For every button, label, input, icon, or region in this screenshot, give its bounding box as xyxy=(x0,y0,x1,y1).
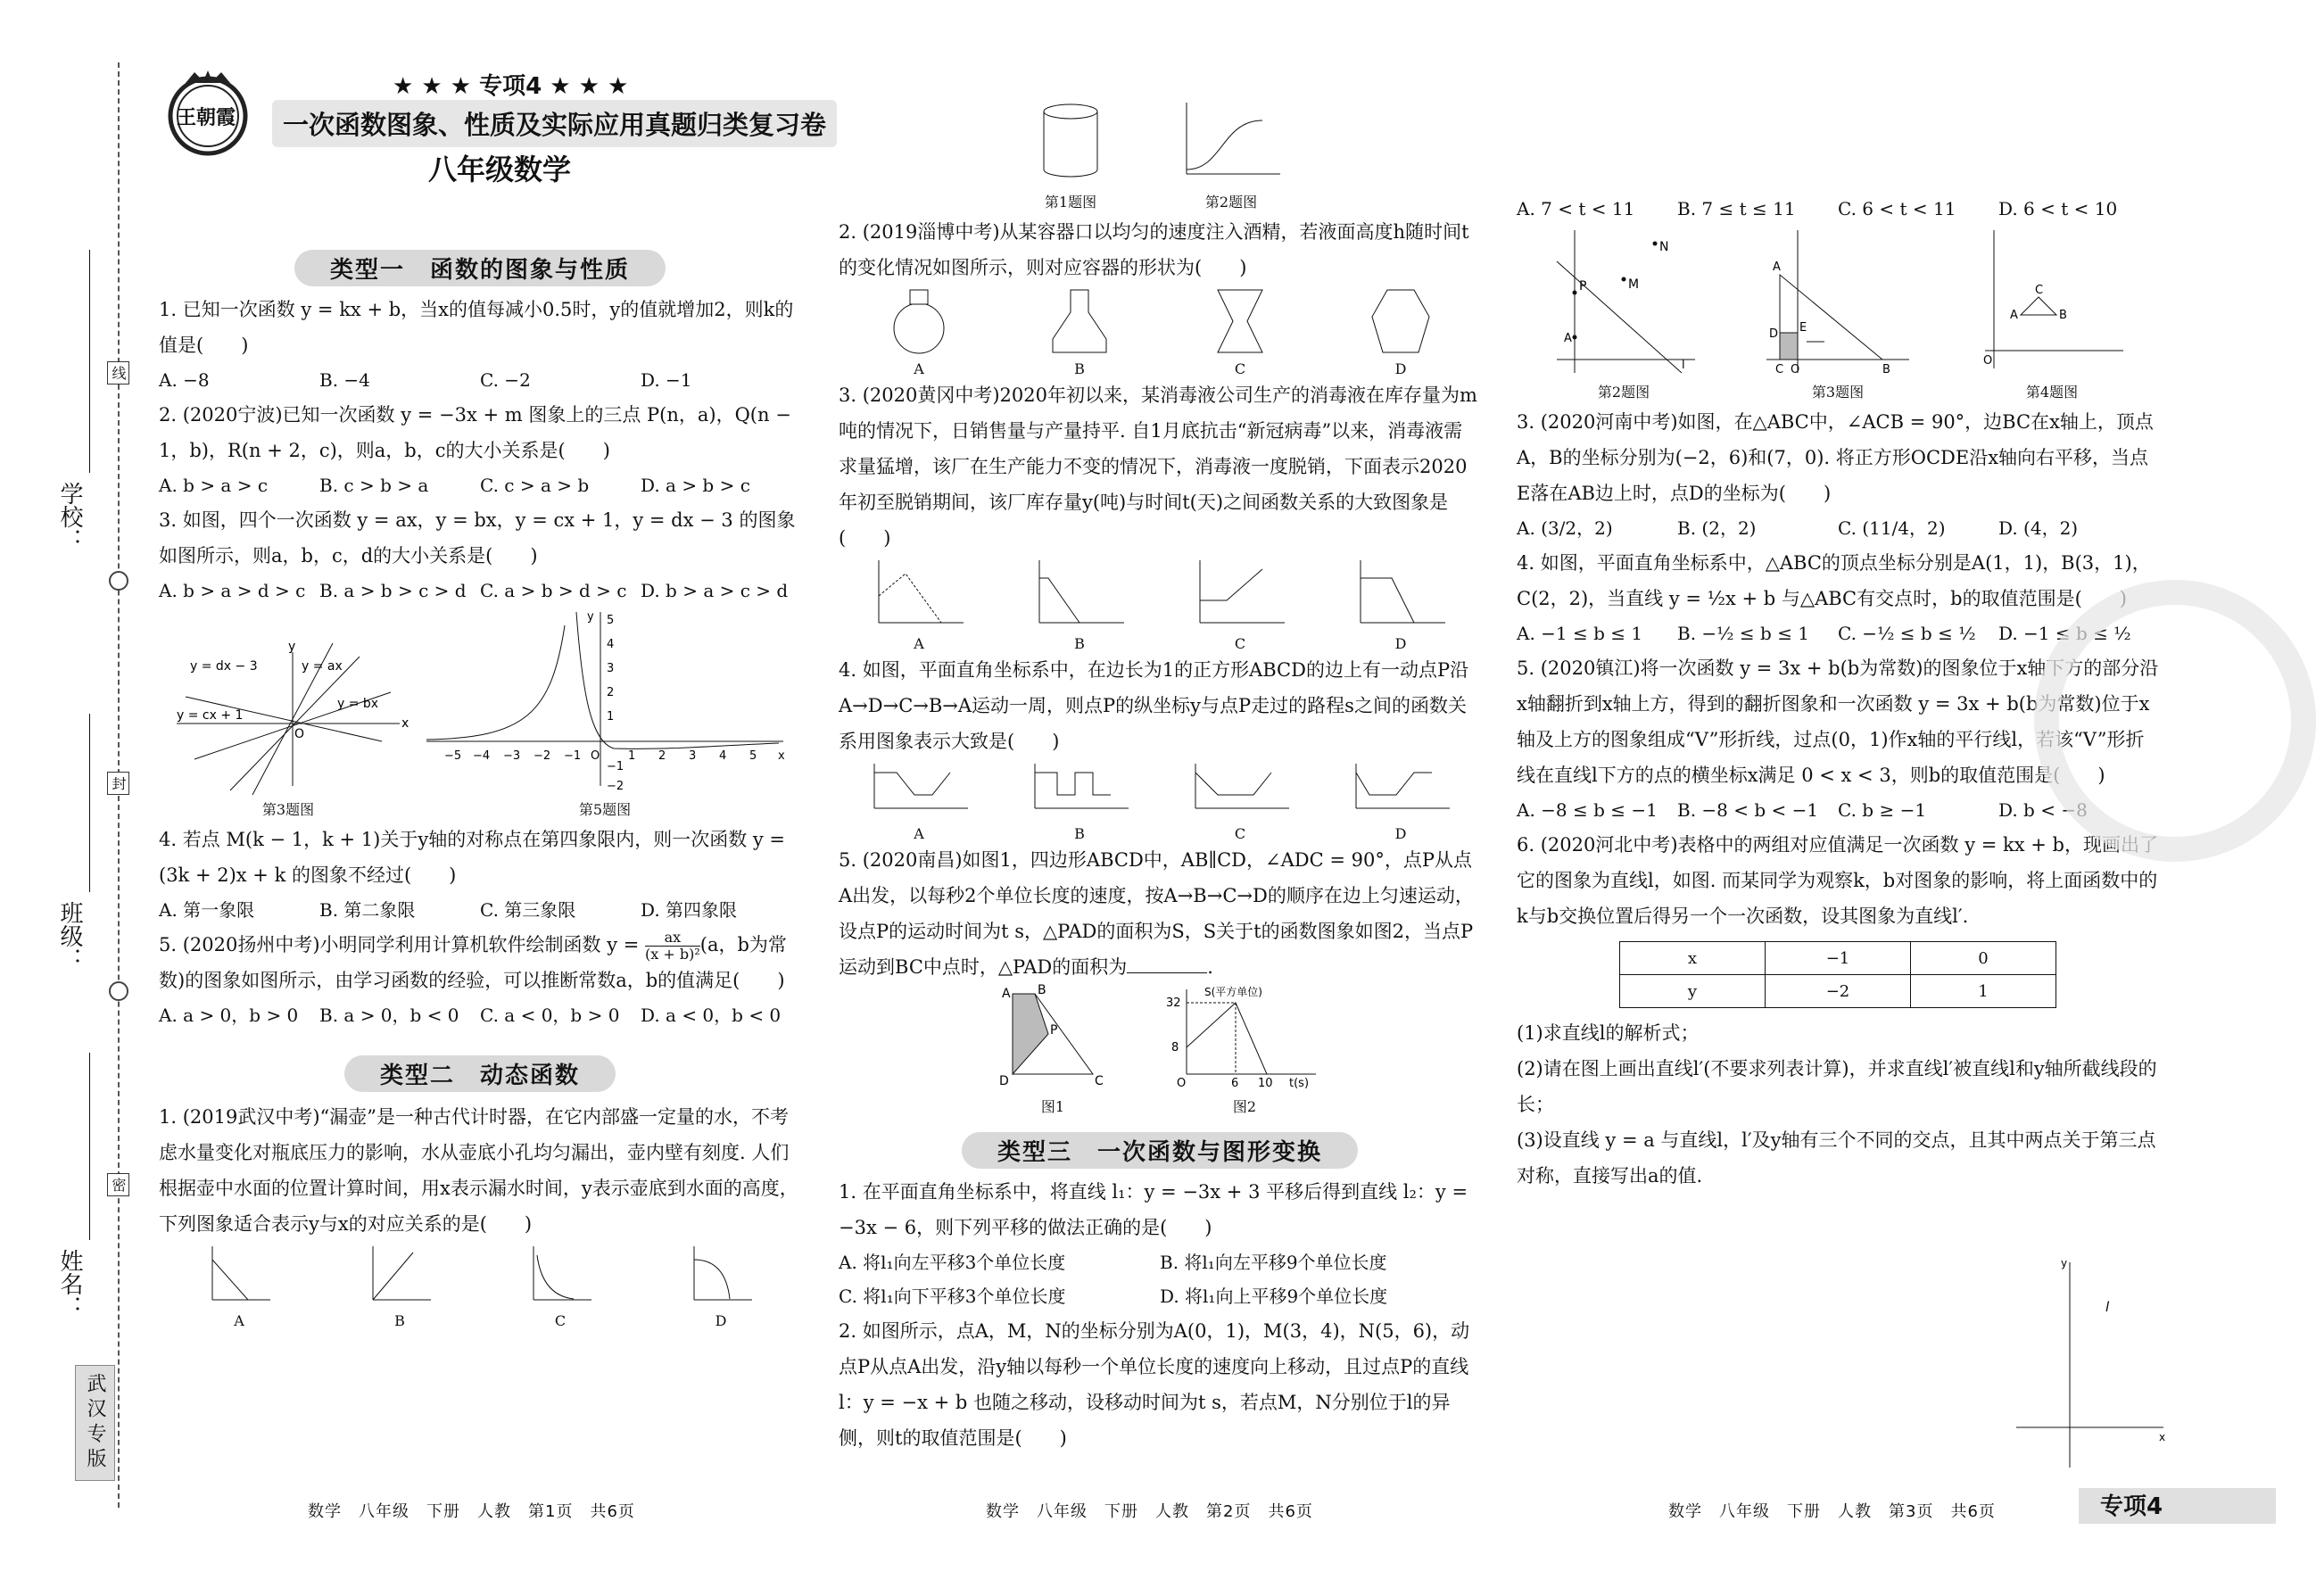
options xyxy=(159,998,801,1032)
option[interactable]: D. 第四象限 xyxy=(641,899,738,921)
svg-text:B: B xyxy=(1882,363,1890,376)
svg-text:P: P xyxy=(1579,279,1587,294)
section-1-title: 类型一 函数的图象与性质 xyxy=(294,250,666,286)
option[interactable]: C. 将l₁向下平移3个单位长度 xyxy=(839,1286,1066,1307)
fig3-label: y = ax xyxy=(302,659,343,674)
option[interactable]: C. −2 xyxy=(480,369,531,391)
svg-text:32: 32 xyxy=(1166,996,1181,1010)
seal-mark-1: 线 xyxy=(107,361,129,385)
svg-text:D: D xyxy=(1769,327,1779,341)
figures-row xyxy=(159,608,801,822)
option[interactable]: B. c > b > a xyxy=(319,475,429,496)
fig5-tick: −4 xyxy=(473,749,491,763)
figures-row xyxy=(1517,226,2159,404)
fig5-tick: 3 xyxy=(689,749,697,763)
question: 5. (2020南昌)如图1，四边形ABCD中，AB∥CD，∠ADC = 90°，点P从点A出发，以每秒2个单位长度的速度，按A→B→C→D的顺序在边上匀速运动，设点P的运动时间为t s，△PAD的面积为S，S关于t的函数图象如图2，当点P运动到BC中点时，△PAD的面积为 . xyxy=(839,849,1474,978)
container-option[interactable]: B xyxy=(1044,285,1115,377)
small-triangle-graph xyxy=(1976,226,2128,377)
svg-text:10: 10 xyxy=(1258,1077,1273,1090)
graph-option[interactable]: D xyxy=(685,1242,757,1329)
option[interactable]: C. (11/4，2) xyxy=(1838,517,1946,539)
option[interactable]: A. −8 xyxy=(159,369,210,391)
question-part: (1)求直线l的解析式； xyxy=(1517,1022,1700,1044)
height-figure xyxy=(1178,98,1285,214)
fig5-caption: 第5题图 xyxy=(578,801,632,818)
question: 4. 如图，平面直角坐标系中，△ABC的顶点坐标分别是A(1，1)，B(3，1)，C(2，2)，当直线 y = ½x + b 与△ABC有交点时，b的取值范围是( ) xyxy=(1517,552,2151,609)
q2-containers xyxy=(839,285,1481,377)
series-label: ★ ★ ★ 专项4 ★ ★ ★ xyxy=(393,73,629,100)
figure-4 xyxy=(1976,226,2128,404)
value-table xyxy=(1619,941,2056,1008)
question: 3. 如图，四个一次函数 y = ax，y = bx，y = cx + 1，y = dx − 3 的图象如图所示，则a，b，c，d的大小关系是( ) xyxy=(159,509,796,566)
fig3-label: O xyxy=(294,727,305,741)
name-field[interactable] xyxy=(89,1053,90,1240)
paper-title: 一次函数图象、性质及实际应用真题归类复习卷 xyxy=(272,100,837,147)
fig5-tick: −2 xyxy=(607,780,624,793)
school-label: 学校： xyxy=(56,482,83,551)
svg-text:B: B xyxy=(2059,309,2067,322)
option[interactable]: A. a > 0，b > 0 xyxy=(159,1005,299,1026)
q4-graphs xyxy=(839,759,1481,842)
fig5-tick: 3 xyxy=(607,662,615,675)
svg-text:6: 6 xyxy=(1231,1077,1239,1090)
graph-option[interactable]: C xyxy=(1191,556,1289,652)
option[interactable]: B. (2，2) xyxy=(1677,517,1757,539)
fig3-label: y = bx xyxy=(337,697,379,711)
graph-option[interactable]: A xyxy=(870,556,968,652)
svg-text:O: O xyxy=(1791,363,1800,376)
fig3-caption: 第3题图 xyxy=(1811,384,1865,401)
footer-page-2: 数学 八年级 下册 人教 第2页 共6页 xyxy=(986,1502,1313,1521)
school-field[interactable] xyxy=(89,250,90,473)
option[interactable]: C. −½ ≤ b ≤ ½ xyxy=(1838,623,1976,644)
option[interactable]: A. 将l₁向左平移3个单位长度 xyxy=(839,1252,1066,1273)
fig5-tick: x xyxy=(778,749,785,763)
fig5-tick: 2 xyxy=(658,749,666,763)
option[interactable]: D. −1 xyxy=(641,369,692,391)
option[interactable]: D. (4，2) xyxy=(1998,517,2079,539)
q6-coordinate-grid[interactable] xyxy=(2007,1258,2168,1476)
answer-blank[interactable] xyxy=(1127,972,1207,973)
fig5-tick: 2 xyxy=(607,686,615,699)
figure-1 xyxy=(995,985,1111,1116)
question: 4. 如图，平面直角坐标系中，在边长为1的正方形ABCD的边上有一动点P沿A→D→C→B→A运动一周，则点P的纵坐标y与点P走过的路程s之间的函数关系用图象表示大致是( ) xyxy=(839,659,1469,752)
option[interactable]: A. b > a > d > c xyxy=(159,580,306,601)
figure-2 xyxy=(1548,226,1700,404)
svg-text:y: y xyxy=(2061,1257,2068,1269)
option[interactable]: A. −8 ≤ b ≤ −1 xyxy=(1517,799,1658,821)
svg-text:E: E xyxy=(1799,321,1807,335)
graph-option[interactable]: C xyxy=(525,1242,596,1329)
svg-text:l: l xyxy=(2105,1299,2110,1315)
q5-figures xyxy=(839,985,1481,1116)
options xyxy=(159,574,801,608)
edition-tag: 武汉专版 xyxy=(75,1365,115,1481)
fig5-tick: −3 xyxy=(503,749,521,763)
svg-text:S(平方单位): S(平方单位) xyxy=(1204,986,1262,998)
question: 2. (2019淄博中考)从某容器口以均匀的速度注入酒精，若液面高度h随时间t的变化情况如图所示，则对应容器的形状为( ) xyxy=(839,221,1469,278)
question: 5. (2020扬州中考)小明同学利用计算机软件绘制函数 y = $\frac{ax}{\text{(x + b)²}}$ (a，b为常数)的图象如图所示，由学习函数的经验，可以推断常数a，b的值满足( ) xyxy=(159,929,787,991)
footer-page-1: 数学 八年级 下册 人教 第1页 共6页 xyxy=(308,1502,635,1521)
table-row: x −1 0 xyxy=(1620,942,2056,975)
svg-text:B: B xyxy=(1038,983,1046,997)
option[interactable]: B. 7 ≤ t ≤ 11 xyxy=(1677,198,1796,219)
question: 3. (2020河南中考)如图，在△ABC中，∠ACB = 90°，边BC在x轴上，顶点A，B的坐标分别为(−2，6)和(7，0). 将正方形OCDE沿x轴向右平移，当点E落在AB边上时，点D的坐标为( ) xyxy=(1517,411,2154,504)
fig5-tick: 1 xyxy=(607,710,615,724)
option[interactable]: A. 第一象限 xyxy=(159,899,255,921)
option[interactable]: A. −1 ≤ b ≤ 1 xyxy=(1517,623,1643,644)
fig5-tick: 5 xyxy=(749,749,757,763)
class-label: 班级： xyxy=(56,901,83,971)
paper-subtitle: 八年级数学 xyxy=(428,153,572,186)
svg-text:A: A xyxy=(1002,987,1011,1001)
question: 1. (2019武汉中考)“漏壶”是一种古代计时器，在它内部盛一定量的水，不考虑水量变化对瓶底压力的影响，水从壶底小孔均匀漏出，壶内壁有刻度. 人们根据壶中水面的位置计算时间，用x表示漏水时间，y表示壶底到水面的高度，下列图象适合表示y与x的对应关系的是( ) xyxy=(159,1106,798,1235)
option[interactable]: D. 6 < t < 10 xyxy=(1998,198,2118,219)
option[interactable]: D. b > a > c > d xyxy=(641,580,789,601)
fig5-tick: 4 xyxy=(719,749,727,763)
cylinder-icon xyxy=(1035,98,1106,187)
svg-text:t(s): t(s) xyxy=(1289,1077,1310,1090)
graph-option[interactable]: A xyxy=(865,759,972,842)
question: 6. (2020河北中考)表格中的两组对应值满足一次函数 y = kx + b，现画出了它的图象为直线l，如图. 而某同学为观察k，b对图象的影响，将上面函数中的k与b交换位置后得另一个一次函数，设其图象为直线l′. xyxy=(1517,834,2158,927)
fig5-tick: 4 xyxy=(607,638,615,651)
question: 2. 如图所示，点A，M，N的坐标分别为A(0，1)，M(3，4)，N(5，6)，动点P从点A出发，沿y轴以每秒一个单位长度的速度向上移动，且过点P的直线 l：y = −x + b 也随之移动，设移动时间为t s，若点M，N分别位于l的异侧，则t的取值范围是( ) xyxy=(839,1320,1470,1449)
question: 4. 若点 M(k − 1，k + 1)关于y轴的对称点在第四象限内，则一次函数 y = (3k + 2)x + k 的图象不经过( ) xyxy=(159,829,786,886)
seal-mark-3: 密 xyxy=(107,1173,129,1196)
question: 1. 在平面直角坐标系中，将直线 l₁：y = −3x + 3 平移后得到直线 l₂：y = −3x − 6，则下列平移的做法正确的是( ) xyxy=(839,1181,1468,1238)
figure-5 xyxy=(418,608,792,822)
fig5-tick: y xyxy=(587,610,594,624)
svg-text:A: A xyxy=(1564,332,1572,345)
binding-hole-icon xyxy=(109,571,128,591)
figure-3 xyxy=(159,608,418,822)
option[interactable]: D. a > b > c xyxy=(641,475,750,496)
fig5-tick: 1 xyxy=(628,749,636,763)
graph-option[interactable]: C xyxy=(1187,759,1294,842)
fig5-curve-graph xyxy=(418,608,792,795)
option[interactable]: A. b > a > c xyxy=(159,475,269,496)
option[interactable]: A. (3/2，2) xyxy=(1517,517,1613,539)
area-graph xyxy=(1164,985,1325,1092)
question: 1. 已知一次函数 y = kx + b，当x的值每减小0.5时，y的值就增加2，则k的值是( ) xyxy=(159,299,794,356)
fig5-tick: −1 xyxy=(607,760,624,773)
svg-text:x: x xyxy=(2159,1431,2166,1443)
figure-3 xyxy=(1762,226,1914,404)
footer-page-3: 数学 八年级 下册 人教 第3页 共6页 xyxy=(1668,1502,1996,1521)
svg-text:O: O xyxy=(1177,1077,1187,1090)
fig5-tick: −5 xyxy=(444,749,462,763)
fig2-caption: 第2题图 xyxy=(1597,384,1650,401)
fig5-tick: −1 xyxy=(564,749,582,763)
question: 2. (2020宁波)已知一次函数 y = −3x + m 图象上的三点 P(n，a)，Q(n − 1，b)，R(n + 2，c)，则a，b，c的大小关系是( ) xyxy=(159,404,791,461)
option[interactable]: C. a > b > d > c xyxy=(480,580,627,601)
option[interactable]: D. −1 ≤ b ≤ ½ xyxy=(1998,623,2131,644)
svg-text:l: l xyxy=(1682,359,1685,372)
triangle-square-graph xyxy=(1762,226,1914,377)
figures-row xyxy=(839,98,1481,214)
logo-text: 王朝霞 xyxy=(177,106,236,129)
left-margin xyxy=(0,54,125,1508)
container-option[interactable]: C xyxy=(1204,285,1276,377)
svg-text:A: A xyxy=(2010,309,2018,322)
option[interactable]: C. c > a > b xyxy=(480,475,590,496)
svg-text:P: P xyxy=(1050,1023,1058,1038)
fig3-caption: 第3题图 xyxy=(261,801,315,818)
question: 3. (2020黄冈中考)2020年初以来，某消毒液公司生产的消毒液在库存量为m吨的情况下，日销售量与产量持平. 自1月底抗击“新冠病毒”以来，消毒液需求量猛增，该厂在生产能力不变的情况下，消毒液一度脱销，下面表示2020年初至脱销期间，该厂库存量y(吨)与时间t(天)之间函数关系的大致图象是( ) xyxy=(839,385,1477,549)
option[interactable]: B. 将l₁向左平移9个单位长度 xyxy=(1160,1252,1387,1273)
option[interactable]: D. a < 0，b < 0 xyxy=(641,1005,782,1026)
figure-2 xyxy=(1164,985,1325,1116)
fig3-lines-graph xyxy=(159,608,418,795)
svg-text:N: N xyxy=(1659,240,1669,254)
fig4-caption: 第4题图 xyxy=(2025,384,2079,401)
option[interactable]: C. b ≥ −1 xyxy=(1838,799,1927,821)
graph-option[interactable]: D xyxy=(1352,556,1450,652)
option[interactable]: D. b < −8 xyxy=(1998,799,2088,821)
options xyxy=(839,1279,1481,1313)
fig3-label: x xyxy=(401,716,409,731)
graph-option[interactable]: B xyxy=(364,1242,435,1329)
q1-graphs xyxy=(159,1242,801,1329)
options xyxy=(839,1245,1481,1279)
svg-text:D: D xyxy=(999,1074,1009,1088)
fig3-label: y xyxy=(288,640,296,654)
options xyxy=(1517,192,2159,226)
table-row: y −2 1 xyxy=(1620,975,2056,1008)
option[interactable]: B. −8 < b < −1 xyxy=(1677,799,1819,821)
option[interactable]: B. 第二象限 xyxy=(319,899,416,921)
svg-text:C: C xyxy=(1095,1074,1104,1088)
svg-text:8: 8 xyxy=(1171,1041,1179,1054)
svg-text:A: A xyxy=(1773,260,1781,274)
fig-b-caption: 图2 xyxy=(1232,1098,1257,1115)
section-3-title: 类型三 一次函数与图形变换 xyxy=(962,1132,1358,1169)
graph-option[interactable]: D xyxy=(1347,759,1454,842)
fig1-caption: 第1题图 xyxy=(1044,194,1097,211)
column-2 xyxy=(839,98,1481,1449)
quadrilateral-figure xyxy=(995,985,1111,1092)
fig2-caption: 第2题图 xyxy=(1204,194,1258,211)
option[interactable]: B. a > b > c > d xyxy=(319,580,467,601)
line-points-graph xyxy=(1548,226,1700,377)
question-part: (3)设直线 y = a 与直线l，l′及y轴有三个不同的交点，且其中两点关于第三点对称，直接写出a的值. xyxy=(1517,1129,2156,1187)
fig-a-caption: 图1 xyxy=(1040,1098,1065,1115)
logo xyxy=(159,67,257,156)
q3-graphs xyxy=(839,556,1481,652)
container-figure xyxy=(1035,98,1106,214)
option[interactable]: C. 第三象限 xyxy=(480,899,576,921)
container-option[interactable]: A xyxy=(883,285,955,377)
option[interactable]: D. 将l₁向上平移9个单位长度 xyxy=(1160,1286,1388,1307)
fig5-tick: 5 xyxy=(607,614,615,627)
options xyxy=(1517,511,2159,545)
binding-hole-icon xyxy=(109,981,128,1001)
topic-badge: 专项4 xyxy=(2079,1488,2276,1524)
name-label: 姓名： xyxy=(56,1249,83,1319)
option[interactable]: C. 6 < t < 11 xyxy=(1838,198,1956,219)
container-option[interactable]: D xyxy=(1365,285,1436,377)
graph-option[interactable]: A xyxy=(203,1242,275,1329)
option[interactable]: B. −½ ≤ b ≤ 1 xyxy=(1677,623,1810,644)
option[interactable]: B. −4 xyxy=(319,369,370,391)
class-field[interactable] xyxy=(89,714,90,892)
options xyxy=(159,468,801,502)
question: 5. (2020镇江)将一次函数 y = 3x + b(b为常数)的图象位于x轴下方的部分沿x轴翻折到x轴上方，得到的翻折图象和一次函数 y = 3x + b(b为常数)位于x轴及上方的图象组成“V”形折线，过点(0，1)作x轴的平行线l，若该“V”形折线在直线l下方的点的横坐标x满足 0 < x < 3，则b的取值范围是( ) xyxy=(1517,657,2159,786)
column-1 xyxy=(159,250,801,1329)
fig5-tick: O xyxy=(591,749,600,763)
watermark-stamp-icon xyxy=(2034,580,2316,862)
question-part: (2)请在图上画出直线l′(不要求列表计算)，并求直线l′被直线l和y轴所截线段的长； xyxy=(1517,1058,2157,1115)
seal-mark-2: 封 xyxy=(107,772,129,795)
option[interactable]: B. a > 0，b < 0 xyxy=(319,1005,459,1026)
svg-text:O: O xyxy=(1983,354,1993,368)
svg-text:M: M xyxy=(1628,277,1640,292)
options xyxy=(159,363,801,397)
fig3-label: y = dx − 3 xyxy=(190,659,258,674)
options xyxy=(159,893,801,927)
graph-option[interactable]: B xyxy=(1030,556,1129,652)
svg-text:C: C xyxy=(2035,284,2044,297)
svg-text:C: C xyxy=(1775,363,1784,376)
graph-option[interactable]: B xyxy=(1026,759,1133,842)
height-curve-graph xyxy=(1178,98,1285,187)
fig3-label: y = cx + 1 xyxy=(177,708,244,723)
fig5-tick: −2 xyxy=(534,749,551,763)
section-2-title: 类型二 动态函数 xyxy=(344,1055,616,1092)
option[interactable]: A. 7 < t < 11 xyxy=(1517,198,1635,219)
option[interactable]: C. a < 0，b > 0 xyxy=(480,1005,620,1026)
